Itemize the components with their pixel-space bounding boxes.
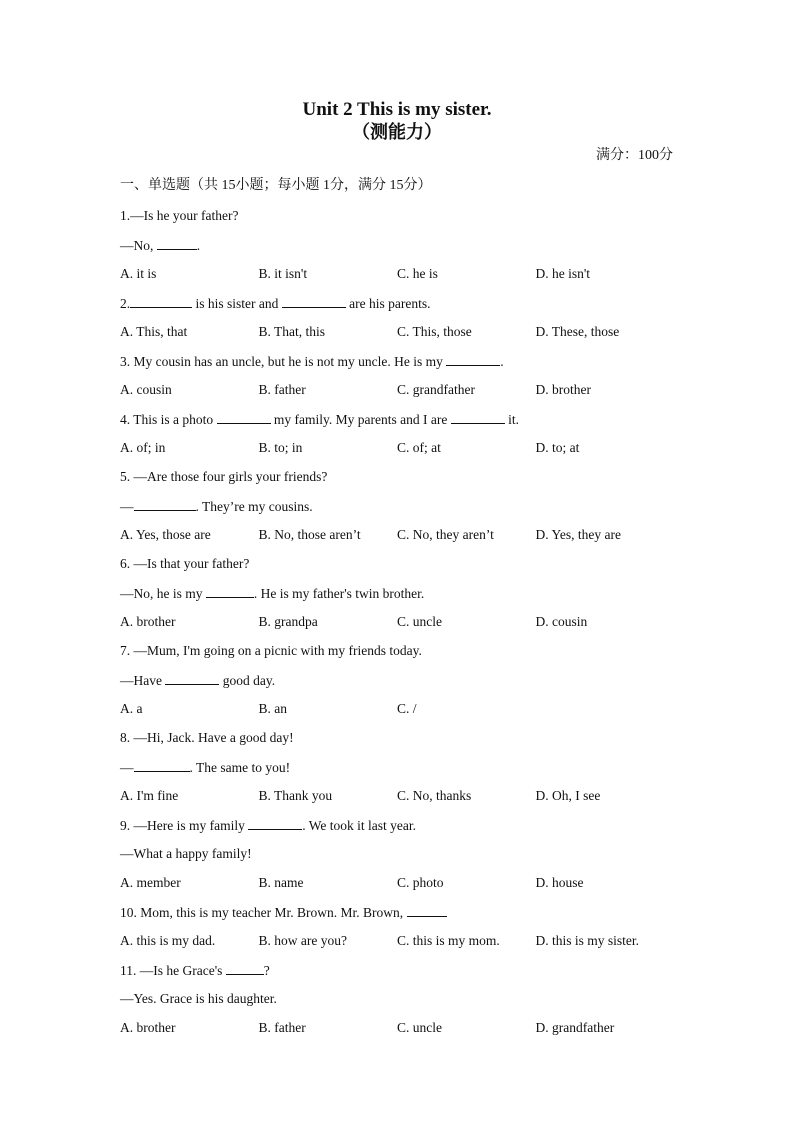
question-text: . The same to you! <box>189 760 291 775</box>
question-stem <box>120 902 680 931</box>
question-text: is his sister and <box>192 296 282 311</box>
question-text: my family. My parents and I are <box>270 412 451 427</box>
question-text: —Have <box>120 673 166 688</box>
answer-option: A. brother <box>120 614 176 629</box>
answer-blank <box>282 293 346 308</box>
answer-option: A. member <box>120 875 181 890</box>
question-text: . <box>500 354 504 369</box>
question-3 <box>120 351 680 409</box>
answer-option: A. this is my dad. <box>120 933 216 948</box>
question-stem <box>120 641 680 670</box>
question-line <box>120 496 680 525</box>
question-text: —No, <box>120 238 157 253</box>
question-text: 10. Mom, this is my teacher Mr. Brown. Mr. Brown, <box>120 905 407 920</box>
question-4 <box>120 409 680 467</box>
answer-option: C. he is <box>397 266 438 281</box>
answer-option: A. it is <box>120 266 157 281</box>
answer-option: D. brother <box>535 382 591 397</box>
answer-option: D. he isn't <box>535 266 591 281</box>
question-line <box>120 989 680 1018</box>
question-text: —Yes. Grace is his daughter. <box>120 991 277 1006</box>
answer-option: D. grandfather <box>535 1020 615 1035</box>
question-text: — <box>120 499 134 514</box>
question-stem <box>120 815 680 844</box>
question-text: 3. My cousin has an uncle, but he is not my uncle. He is my <box>120 354 447 369</box>
question-text: 6. —Is that your father? <box>120 556 250 571</box>
question-stem <box>120 293 680 322</box>
answer-options <box>120 525 680 554</box>
answer-option: B. No, those aren’t <box>258 527 361 542</box>
question-text: 5. —Are those four girls your friends? <box>120 469 328 484</box>
answer-option: B. grandpa <box>258 614 318 629</box>
answer-option: C. photo <box>397 875 444 890</box>
question-11 <box>120 960 680 1047</box>
answer-option: A. cousin <box>120 382 172 397</box>
answer-blank <box>451 409 505 424</box>
question-text: it. <box>504 412 519 427</box>
question-text: 11. —Is he Grace's <box>120 963 226 978</box>
answer-option: C. uncle <box>397 614 442 629</box>
answer-option: B. to; in <box>258 440 303 455</box>
answer-blank <box>134 496 196 511</box>
question-text: —What a happy family! <box>120 846 252 861</box>
answer-blank <box>134 757 190 772</box>
question-text: 4. This is a photo <box>120 412 217 427</box>
total-score: 满分：100分 <box>596 148 673 163</box>
question-stem <box>120 467 680 496</box>
question-stem <box>120 960 680 989</box>
question-text: . <box>196 238 201 253</box>
answer-option: B. an <box>258 701 287 716</box>
answer-option: B. Thank you <box>258 788 333 803</box>
question-5 <box>120 467 680 554</box>
answer-options <box>120 322 680 351</box>
question-line <box>120 583 680 612</box>
answer-options <box>120 612 680 641</box>
answer-blank <box>407 902 447 917</box>
question-text: . We took it last year. <box>302 818 417 833</box>
answer-options <box>120 931 680 960</box>
answer-option: A. a <box>120 701 143 716</box>
answer-option: B. how are you? <box>258 933 347 948</box>
question-text: —No, he is my <box>120 586 206 601</box>
question-6 <box>120 554 680 641</box>
answer-option: C. No, thanks <box>397 788 472 803</box>
question-2 <box>120 293 680 351</box>
question-text: good day. <box>219 673 276 688</box>
answer-option: C. / <box>397 701 417 716</box>
question-text: . He is my father's twin brother. <box>253 586 425 601</box>
answer-options <box>120 699 680 728</box>
question-text: . They’re my cousins. <box>195 499 313 514</box>
answer-blank <box>157 235 197 250</box>
question-stem <box>120 409 680 438</box>
answer-option: C. grandfather <box>397 382 475 397</box>
answer-options <box>120 1018 680 1047</box>
answer-option: D. Oh, I see <box>535 788 601 803</box>
answer-blank <box>206 583 254 598</box>
answer-options <box>120 264 680 293</box>
answer-option: C. This, those <box>397 324 472 339</box>
answer-option: C. No, they aren’t <box>397 527 494 542</box>
question-1 <box>120 206 680 293</box>
answer-option: D. cousin <box>535 614 588 629</box>
answer-option: B. father <box>258 1020 306 1035</box>
question-text: ? <box>263 963 270 978</box>
question-text: 7. —Mum, I'm going on a picnic with my friends today. <box>120 643 422 658</box>
answer-option: A. I'm fine <box>120 788 179 803</box>
question-text: 8. —Hi, Jack. Have a good day! <box>120 730 294 745</box>
question-10 <box>120 902 680 960</box>
answer-option: C. this is my mom. <box>397 933 500 948</box>
question-text: 2. <box>120 296 131 311</box>
question-line <box>120 844 680 873</box>
question-text: — <box>120 760 134 775</box>
answer-option: A. This, that <box>120 324 188 339</box>
question-line <box>120 235 680 264</box>
question-text: are his parents. <box>345 296 431 311</box>
answer-option: D. house <box>535 875 584 890</box>
answer-blank <box>217 409 271 424</box>
question-list <box>120 206 680 1047</box>
question-7 <box>120 641 680 728</box>
question-stem <box>120 554 680 583</box>
answer-options <box>120 380 680 409</box>
answer-option: C. uncle <box>397 1020 442 1035</box>
answer-blank <box>446 351 500 366</box>
answer-blank <box>226 960 264 975</box>
question-stem <box>120 351 680 380</box>
answer-option: D. Yes, they are <box>535 527 621 542</box>
answer-options <box>120 438 680 467</box>
answer-option: B. father <box>258 382 306 397</box>
question-text: 1.—Is he your father? <box>120 208 239 223</box>
answer-option: D. to; at <box>535 440 580 455</box>
question-line <box>120 757 680 786</box>
answer-option: C. of; at <box>397 440 441 455</box>
answer-option: A. Yes, those are <box>120 527 211 542</box>
section-heading: 一、单选题（共 15小题；每小题 1分，满分 15分） <box>120 178 432 193</box>
answer-option: A. of; in <box>120 440 166 455</box>
answer-option: A. brother <box>120 1020 176 1035</box>
page-subtitle: （测能力） <box>352 122 442 142</box>
question-stem <box>120 206 680 235</box>
question-9 <box>120 815 680 902</box>
answer-blank <box>165 670 219 685</box>
answer-option: B. That, this <box>258 324 326 339</box>
answer-blank <box>130 293 192 308</box>
answer-option: D. this is my sister. <box>535 933 640 948</box>
question-stem <box>120 728 680 757</box>
page-title: Unit 2 This is my sister. <box>302 99 492 120</box>
question-line <box>120 670 680 699</box>
question-text: 9. —Here is my family <box>120 818 249 833</box>
answer-options <box>120 873 680 902</box>
answer-options <box>120 786 680 815</box>
answer-blank <box>248 815 302 830</box>
answer-option: B. name <box>258 875 304 890</box>
answer-option: D. These, those <box>535 324 620 339</box>
answer-option: B. it isn't <box>258 266 308 281</box>
question-8 <box>120 728 680 815</box>
